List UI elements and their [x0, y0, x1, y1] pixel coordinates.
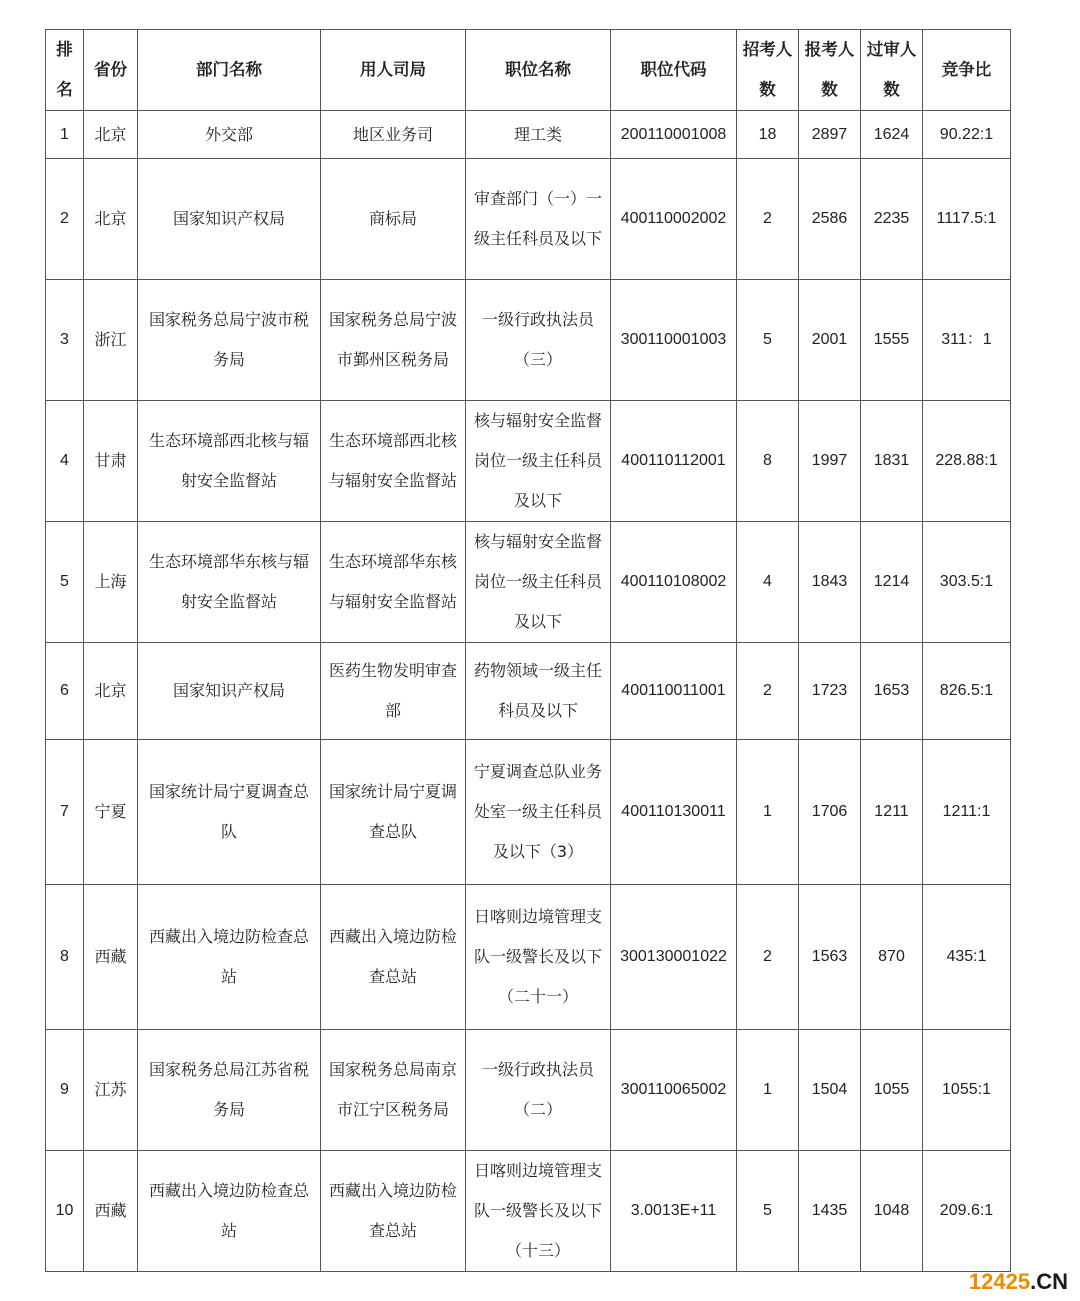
header-approved: 过审人数: [861, 30, 923, 111]
table-row: [46, 280, 1011, 401]
cell-ratio: 90.22:1: [923, 111, 1011, 159]
cell-position: 审查部门（一）一级主任科员及以下: [466, 159, 611, 280]
table-row: [46, 159, 1011, 280]
table-row: [46, 522, 1011, 643]
cell-approved: 1048: [861, 1151, 923, 1272]
cell-hire: 2: [737, 643, 799, 740]
cell-approved: 1214: [861, 522, 923, 643]
cell-code: 400110002002: [611, 159, 737, 280]
cell-applicants: 2586: [799, 159, 861, 280]
header-hire: 招考人数: [737, 30, 799, 111]
watermark-domain: .CN: [1030, 1269, 1068, 1294]
cell-position: 宁夏调查总队业务处室一级主任科员及以下（3）: [466, 740, 611, 885]
cell-rank: 10: [46, 1151, 84, 1272]
cell-rank: 4: [46, 401, 84, 522]
cell-province: 江苏: [84, 1030, 138, 1151]
cell-department: 生态环境部华东核与辐射安全监督站: [138, 522, 321, 643]
table-row: [46, 643, 1011, 740]
cell-applicants: 2001: [799, 280, 861, 401]
header-position: 职位名称: [466, 30, 611, 111]
cell-bureau: 国家税务总局南京市江宁区税务局: [321, 1030, 466, 1151]
cell-province: 西藏: [84, 885, 138, 1030]
cell-province: 上海: [84, 522, 138, 643]
cell-ratio: 1055:1: [923, 1030, 1011, 1151]
cell-position: 核与辐射安全监督岗位一级主任科员及以下: [466, 401, 611, 522]
cell-code: 300110065002: [611, 1030, 737, 1151]
cell-department: 西藏出入境边防检查总站: [138, 885, 321, 1030]
cell-code: 300130001022: [611, 885, 737, 1030]
table-row: [46, 1030, 1011, 1151]
cell-bureau: 商标局: [321, 159, 466, 280]
cell-department: 国家税务总局江苏省税务局: [138, 1030, 321, 1151]
cell-code: 200110001008: [611, 111, 737, 159]
table-row: [46, 401, 1011, 522]
cell-applicants: 1997: [799, 401, 861, 522]
cell-province: 宁夏: [84, 740, 138, 885]
cell-ratio: 826.5:1: [923, 643, 1011, 740]
cell-applicants: 2897: [799, 111, 861, 159]
cell-approved: 1653: [861, 643, 923, 740]
header-rank: 排名: [46, 30, 84, 111]
cell-applicants: 1723: [799, 643, 861, 740]
cell-position: 一级行政执法员（三）: [466, 280, 611, 401]
cell-bureau: 西藏出入境边防检查总站: [321, 1151, 466, 1272]
table-header-row: [46, 30, 1011, 111]
table-row: [46, 1151, 1011, 1272]
cell-department: 国家统计局宁夏调查总队: [138, 740, 321, 885]
cell-applicants: 1563: [799, 885, 861, 1030]
cell-approved: 1555: [861, 280, 923, 401]
cell-bureau: 西藏出入境边防检查总站: [321, 885, 466, 1030]
table-row: [46, 740, 1011, 885]
cell-rank: 3: [46, 280, 84, 401]
cell-province: 北京: [84, 159, 138, 280]
cell-hire: 5: [737, 280, 799, 401]
cell-position: 一级行政执法员（二）: [466, 1030, 611, 1151]
cell-code: 400110108002: [611, 522, 737, 643]
cell-rank: 6: [46, 643, 84, 740]
cell-bureau: 国家统计局宁夏调查总队: [321, 740, 466, 885]
cell-rank: 5: [46, 522, 84, 643]
cell-position: 日喀则边境管理支队一级警长及以下（十三）: [466, 1151, 611, 1272]
cell-hire: 2: [737, 159, 799, 280]
cell-province: 北京: [84, 643, 138, 740]
cell-applicants: 1504: [799, 1030, 861, 1151]
cell-bureau: 医药生物发明审查部: [321, 643, 466, 740]
cell-province: 西藏: [84, 1151, 138, 1272]
cell-approved: 1211: [861, 740, 923, 885]
cell-bureau: 生态环境部华东核与辐射安全监督站: [321, 522, 466, 643]
table-row: [46, 111, 1011, 159]
cell-department: 外交部: [138, 111, 321, 159]
cell-code: 400110130011: [611, 740, 737, 885]
cell-position: 日喀则边境管理支队一级警长及以下（二十一）: [466, 885, 611, 1030]
cell-ratio: 303.5:1: [923, 522, 1011, 643]
cell-position: 核与辐射安全监督岗位一级主任科员及以下: [466, 522, 611, 643]
watermark-number: 12425: [968, 1269, 1031, 1294]
cell-rank: 8: [46, 885, 84, 1030]
cell-ratio: 228.88:1: [923, 401, 1011, 522]
cell-hire: 18: [737, 111, 799, 159]
header-bureau: 用人司局: [321, 30, 466, 111]
cell-approved: 2235: [861, 159, 923, 280]
cell-ratio: 435:1: [923, 885, 1011, 1030]
cell-hire: 5: [737, 1151, 799, 1272]
cell-province: 北京: [84, 111, 138, 159]
cell-code: 300110001003: [611, 280, 737, 401]
cell-hire: 2: [737, 885, 799, 1030]
cell-hire: 1: [737, 1030, 799, 1151]
cell-ratio: 1117.5:1: [923, 159, 1011, 280]
cell-ratio: 209.6:1: [923, 1151, 1011, 1272]
header-applicants: 报考人数: [799, 30, 861, 111]
cell-approved: 1624: [861, 111, 923, 159]
cell-department: 国家知识产权局: [138, 643, 321, 740]
cell-code: 400110011001: [611, 643, 737, 740]
cell-bureau: 生态环境部西北核与辐射安全监督站: [321, 401, 466, 522]
cell-department: 国家税务总局宁波市税务局: [138, 280, 321, 401]
cell-bureau: 国家税务总局宁波市鄞州区税务局: [321, 280, 466, 401]
cell-applicants: 1843: [799, 522, 861, 643]
cell-bureau: 地区业务司: [321, 111, 466, 159]
header-ratio: 竞争比: [923, 30, 1011, 111]
table-row: [46, 885, 1011, 1030]
cell-code: 3.0013E+11: [611, 1151, 737, 1272]
header-code: 职位代码: [611, 30, 737, 111]
cell-department: 西藏出入境边防检查总站: [138, 1151, 321, 1272]
cell-position: 药物领域一级主任科员及以下: [466, 643, 611, 740]
header-province: 省份: [84, 30, 138, 111]
table-body: [46, 111, 1011, 1272]
cell-department: 生态环境部西北核与辐射安全监督站: [138, 401, 321, 522]
cell-province: 甘肃: [84, 401, 138, 522]
cell-hire: 8: [737, 401, 799, 522]
cell-applicants: 1435: [799, 1151, 861, 1272]
ranking-table: [45, 29, 1011, 1272]
cell-code: 400110112001: [611, 401, 737, 522]
site-watermark: [969, 1269, 1068, 1295]
cell-department: 国家知识产权局: [138, 159, 321, 280]
cell-hire: 4: [737, 522, 799, 643]
cell-approved: 1055: [861, 1030, 923, 1151]
cell-rank: 7: [46, 740, 84, 885]
cell-approved: 1831: [861, 401, 923, 522]
header-department: 部门名称: [138, 30, 321, 111]
cell-applicants: 1706: [799, 740, 861, 885]
cell-rank: 2: [46, 159, 84, 280]
cell-approved: 870: [861, 885, 923, 1030]
cell-province: 浙江: [84, 280, 138, 401]
cell-rank: 9: [46, 1030, 84, 1151]
cell-ratio: 1211:1: [923, 740, 1011, 885]
cell-position: 理工类: [466, 111, 611, 159]
cell-rank: 1: [46, 111, 84, 159]
cell-hire: 1: [737, 740, 799, 885]
cell-ratio: 311：1: [923, 280, 1011, 401]
